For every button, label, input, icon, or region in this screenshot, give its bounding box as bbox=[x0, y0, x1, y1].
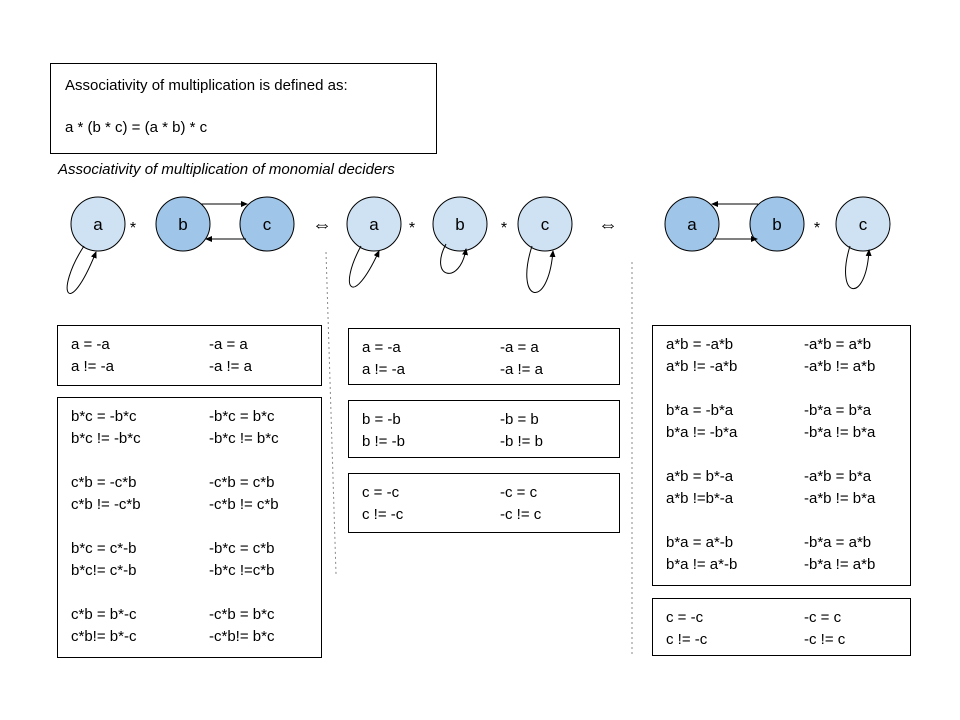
equation: -c != c bbox=[500, 506, 542, 523]
equation: -c = c bbox=[500, 484, 538, 501]
equation: -c*b!= b*c bbox=[209, 628, 275, 645]
equation-row bbox=[71, 494, 321, 516]
definition-formula: a * (b * c) = (a * b) * c bbox=[65, 119, 208, 136]
equation-row bbox=[666, 532, 910, 554]
equation-row bbox=[71, 428, 321, 450]
equation: b*c = c*-b bbox=[71, 540, 137, 557]
equation: b*a = -b*a bbox=[666, 402, 734, 419]
star-g2-bc: * bbox=[500, 220, 508, 237]
equation-row bbox=[362, 337, 619, 359]
equation: b*c!= c*-b bbox=[71, 562, 137, 579]
equation: c*b != -c*b bbox=[71, 496, 141, 513]
equation-row bbox=[362, 431, 619, 453]
equation: -a*b != b*a bbox=[804, 490, 876, 507]
equations-box-left-a bbox=[57, 325, 322, 386]
equation-group bbox=[71, 538, 321, 582]
equation: a != -a bbox=[362, 361, 405, 378]
equation: -b*c != b*c bbox=[209, 430, 279, 447]
self-loop-g1-a bbox=[67, 246, 96, 294]
equation-row bbox=[362, 504, 619, 526]
equation: b*a != a*-b bbox=[666, 556, 738, 573]
equations-box-right-c bbox=[652, 598, 911, 656]
equation: -a*b = a*b bbox=[804, 336, 872, 353]
equation-group bbox=[666, 400, 910, 444]
equation: a*b = -a*b bbox=[666, 336, 734, 353]
equation: c != -c bbox=[362, 506, 404, 523]
equation: -b*c = b*c bbox=[209, 408, 275, 425]
node-label-g2-a: a bbox=[369, 215, 379, 234]
equation-group bbox=[71, 604, 321, 648]
equation: a*b = b*-a bbox=[666, 468, 734, 485]
equation-group bbox=[666, 532, 910, 576]
equation: -b*a = a*b bbox=[804, 534, 872, 551]
equation-row bbox=[71, 406, 321, 428]
equation: c = -c bbox=[362, 484, 400, 501]
equation-row bbox=[71, 538, 321, 560]
node-label-g2-b: b bbox=[455, 215, 465, 234]
definition-text: Associativity of multiplication is defined as: bbox=[65, 77, 348, 94]
node-label-g1-b: b bbox=[178, 215, 188, 234]
equations-box-left-bc bbox=[57, 397, 322, 658]
equation: b != -b bbox=[362, 433, 405, 450]
equation: -c*b != c*b bbox=[209, 496, 279, 513]
equation-row bbox=[666, 334, 910, 356]
equation: -a = a bbox=[209, 336, 248, 353]
equation-row bbox=[666, 554, 910, 576]
equation-row bbox=[71, 560, 321, 582]
equation: -a*b != a*b bbox=[804, 358, 876, 375]
equation: -b*a != b*a bbox=[804, 424, 876, 441]
equiv-symbol-1: ⇔ bbox=[312, 214, 332, 236]
equation-group bbox=[71, 406, 321, 450]
equations-box-right-ab bbox=[652, 325, 911, 586]
node-label-g1-a: a bbox=[93, 215, 103, 234]
equation-row bbox=[362, 359, 619, 381]
equation-row bbox=[666, 488, 910, 510]
equation-row bbox=[362, 409, 619, 431]
equations-box-mid-a bbox=[348, 328, 620, 385]
equation: c = -c bbox=[666, 609, 704, 626]
equation: -b*a != a*b bbox=[804, 556, 876, 573]
equation-row bbox=[71, 356, 321, 378]
equation: -a != a bbox=[209, 358, 252, 375]
equation: -b != b bbox=[500, 433, 543, 450]
equation: a*b != -a*b bbox=[666, 358, 738, 375]
equation: -c = c bbox=[804, 609, 842, 626]
equation: c != -c bbox=[666, 631, 708, 648]
equation: a = -a bbox=[362, 339, 401, 356]
equation-group bbox=[71, 472, 321, 516]
equation-row bbox=[362, 482, 619, 504]
equations-box-mid-b bbox=[348, 400, 620, 458]
star-g1: * bbox=[129, 220, 137, 237]
separator-dotted-1 bbox=[326, 252, 336, 574]
equation: -c*b = c*b bbox=[209, 474, 275, 491]
equation-row bbox=[71, 472, 321, 494]
node-label-g3-a: a bbox=[687, 215, 697, 234]
equation: -a = a bbox=[500, 339, 539, 356]
star-g2-ab: * bbox=[408, 220, 416, 237]
equation-row bbox=[666, 629, 910, 651]
equation: c*b!= b*-c bbox=[71, 628, 137, 645]
equation: b*c = -b*c bbox=[71, 408, 137, 425]
equation: b*a = a*-b bbox=[666, 534, 734, 551]
equation-row bbox=[666, 607, 910, 629]
equation: c*b = -c*b bbox=[71, 474, 137, 491]
equation: b = -b bbox=[362, 411, 401, 428]
node-label-g2-c: c bbox=[540, 215, 550, 234]
self-loop-g3-c bbox=[846, 246, 869, 289]
node-label-g3-b: b bbox=[772, 215, 782, 234]
self-loop-g2-a bbox=[349, 246, 379, 287]
equation-row bbox=[71, 604, 321, 626]
equation-row bbox=[666, 466, 910, 488]
equations-box-mid-c bbox=[348, 473, 620, 533]
equation: -a != a bbox=[500, 361, 543, 378]
equation-group bbox=[666, 334, 910, 378]
equation: c*b = b*-c bbox=[71, 606, 137, 623]
equation: -c*b = b*c bbox=[209, 606, 275, 623]
equation: -c != c bbox=[804, 631, 846, 648]
node-label-g1-c: c bbox=[262, 215, 272, 234]
equiv-symbol-2: ⇔ bbox=[598, 214, 618, 236]
equation-row bbox=[666, 400, 910, 422]
subtitle: Associativity of multiplication of monomial deciders bbox=[58, 161, 395, 178]
equation-row bbox=[71, 334, 321, 356]
equation: -b*c !=c*b bbox=[209, 562, 275, 579]
equation: b*c != -b*c bbox=[71, 430, 141, 447]
equation: a != -a bbox=[71, 358, 114, 375]
equation: -b*c = c*b bbox=[209, 540, 275, 557]
self-loop-g2-c bbox=[527, 246, 553, 293]
equation-row bbox=[666, 356, 910, 378]
equation-group bbox=[666, 466, 910, 510]
node-label-g3-c: c bbox=[858, 215, 868, 234]
equation: -b*a = b*a bbox=[804, 402, 872, 419]
equation: a*b !=b*-a bbox=[666, 490, 734, 507]
equation-row bbox=[71, 626, 321, 648]
equation-row bbox=[666, 422, 910, 444]
equation: a = -a bbox=[71, 336, 110, 353]
equation: b*a != -b*a bbox=[666, 424, 738, 441]
equation: -b = b bbox=[500, 411, 539, 428]
equation: -a*b = b*a bbox=[804, 468, 872, 485]
star-g3: * bbox=[813, 220, 821, 237]
